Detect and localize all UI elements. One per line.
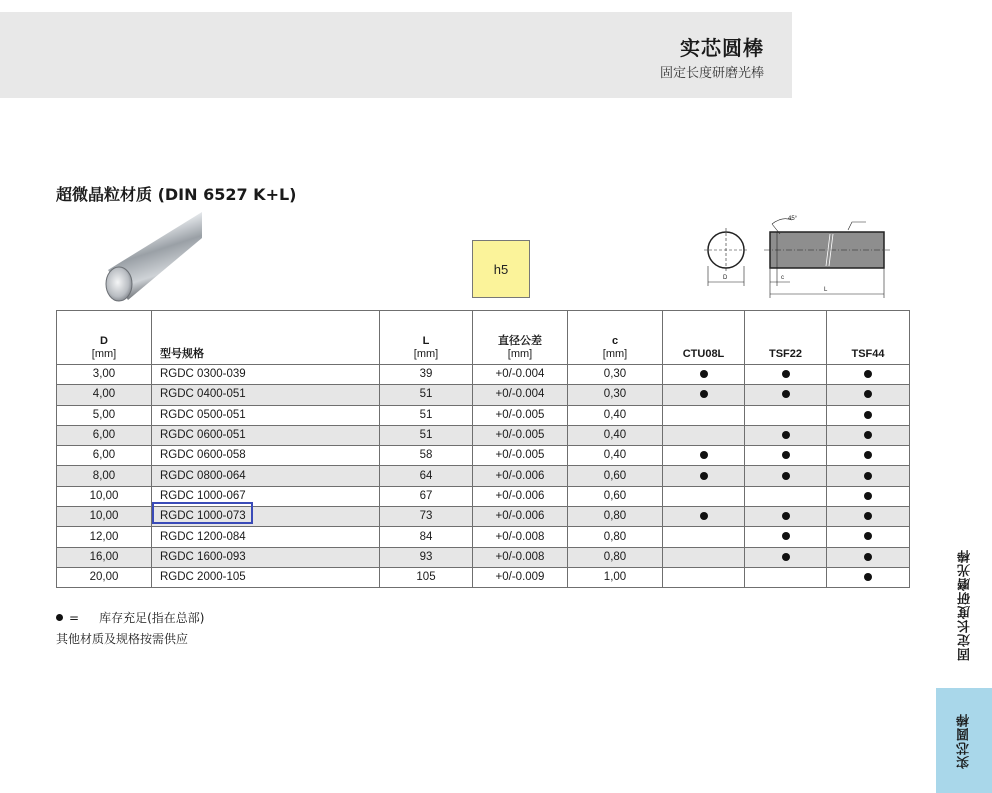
col-header-l: L [mm] <box>380 311 473 365</box>
stock-dot-icon <box>864 492 872 500</box>
col-header-model: 型号规格 <box>152 311 380 365</box>
cell-d: 6,00 <box>57 425 152 445</box>
stock-dot-icon <box>864 451 872 459</box>
cell-d: 5,00 <box>57 405 152 425</box>
header-band <box>0 12 792 98</box>
col-header-tsf22: TSF22 <box>745 311 827 365</box>
cell-model: RGDC 1000-067 <box>152 486 380 506</box>
cell-model: RGDC 2000-105 <box>152 567 380 587</box>
cell-model: RGDC 1000-073 <box>152 507 380 527</box>
technical-drawing <box>700 210 892 300</box>
cell-ctu08l <box>663 507 745 527</box>
col-header-ctu08l: CTU08L <box>663 311 745 365</box>
cell-l: 51 <box>380 405 473 425</box>
cell-tsf44 <box>827 446 910 466</box>
cell-c: 0,40 <box>568 405 663 425</box>
cell-d: 6,00 <box>57 446 152 466</box>
cell-tsf44 <box>827 466 910 486</box>
table-row <box>57 425 910 445</box>
side-tab-ground-rods-label: 固定长度研磨光棒 <box>957 549 973 661</box>
cell-l: 93 <box>380 547 473 567</box>
cell-model: RGDC 0800-064 <box>152 466 380 486</box>
cell-tolerance: +0/-0.005 <box>473 425 568 445</box>
cell-tolerance: +0/-0.006 <box>473 466 568 486</box>
stock-dot-icon <box>700 472 708 480</box>
table-row <box>57 527 910 547</box>
cell-tsf44 <box>827 547 910 567</box>
cell-l: 51 <box>380 385 473 405</box>
cell-ctu08l <box>663 547 745 567</box>
cell-tsf44 <box>827 425 910 445</box>
drawing-c-label: c <box>781 275 784 281</box>
table-row <box>57 466 910 486</box>
stock-dot-icon <box>864 370 872 378</box>
stock-dot-icon <box>864 411 872 419</box>
col-header-d: D [mm] <box>57 311 152 365</box>
cell-c: 0,60 <box>568 466 663 486</box>
cell-ctu08l <box>663 567 745 587</box>
cell-c: 0,80 <box>568 547 663 567</box>
cell-model: RGDC 1600-093 <box>152 547 380 567</box>
cell-model: RGDC 0600-058 <box>152 446 380 466</box>
cell-l: 84 <box>380 527 473 547</box>
cell-tolerance: +0/-0.006 <box>473 486 568 506</box>
cell-tsf44 <box>827 365 910 385</box>
cell-tsf44 <box>827 405 910 425</box>
cell-c: 0,40 <box>568 446 663 466</box>
cell-d: 10,00 <box>57 486 152 506</box>
cell-d: 12,00 <box>57 527 152 547</box>
cell-tsf44 <box>827 385 910 405</box>
table-header-row <box>57 311 910 365</box>
cell-tsf22 <box>745 405 827 425</box>
table-row <box>57 547 910 567</box>
col-header-tsf44: TSF44 <box>827 311 910 365</box>
stock-dot-icon <box>864 390 872 398</box>
cell-c: 0,30 <box>568 365 663 385</box>
stock-dot-icon <box>782 553 790 561</box>
stock-dot-icon <box>782 431 790 439</box>
cell-tsf44 <box>827 507 910 527</box>
availability-note: 其他材质及规格按需供应 <box>56 632 189 646</box>
cell-tsf22 <box>745 385 827 405</box>
cell-tsf22 <box>745 567 827 587</box>
page-subtitle: 固定长度研磨光棒 <box>659 66 764 81</box>
rod-product-image <box>100 208 210 304</box>
selected-model-highlight <box>152 502 253 524</box>
cell-model: RGDC 0400-051 <box>152 385 380 405</box>
cell-l: 105 <box>380 567 473 587</box>
stock-dot-icon <box>864 472 872 480</box>
cell-l: 64 <box>380 466 473 486</box>
stock-dot-icon <box>864 553 872 561</box>
cell-c: 0,60 <box>568 486 663 506</box>
drawing-l-label: L <box>824 287 828 293</box>
cell-tolerance: +0/-0.009 <box>473 567 568 587</box>
tolerance-label: h5 <box>493 261 509 277</box>
cell-ctu08l <box>663 446 745 466</box>
cell-tsf44 <box>827 486 910 506</box>
cell-model: RGDC 1200-084 <box>152 527 380 547</box>
cell-ctu08l <box>663 405 745 425</box>
stock-dot-icon <box>782 451 790 459</box>
table-row <box>57 405 910 425</box>
drawing-d-label: D <box>723 275 728 281</box>
cell-d: 20,00 <box>57 567 152 587</box>
legend-text: 库存充足(指在总部) <box>99 611 205 625</box>
cell-c: 0,30 <box>568 385 663 405</box>
side-tab-solid-rods-label: 实芯圆棒 <box>956 712 972 769</box>
cell-l: 67 <box>380 486 473 506</box>
cell-tsf22 <box>745 486 827 506</box>
table-row <box>57 446 910 466</box>
cell-d: 3,00 <box>57 365 152 385</box>
cell-d: 4,00 <box>57 385 152 405</box>
cell-tsf22 <box>745 466 827 486</box>
side-tab-solid-rods[interactable] <box>936 688 992 793</box>
cell-c: 1,00 <box>568 567 663 587</box>
cell-l: 58 <box>380 446 473 466</box>
section-title: 超微晶粒材质 (DIN 6527 K+L) <box>56 185 297 204</box>
cell-tolerance: +0/-0.008 <box>473 547 568 567</box>
tolerance-badge <box>472 240 530 298</box>
table-row <box>57 567 910 587</box>
stock-dot-icon <box>864 573 872 581</box>
stock-dot-icon <box>700 451 708 459</box>
cell-tolerance: +0/-0.005 <box>473 446 568 466</box>
stock-dot-icon <box>56 614 63 621</box>
cell-l: 39 <box>380 365 473 385</box>
spec-table <box>56 310 910 588</box>
stock-dot-icon <box>782 370 790 378</box>
cell-tolerance: +0/-0.005 <box>473 405 568 425</box>
cell-ctu08l <box>663 527 745 547</box>
cell-tolerance: +0/-0.006 <box>473 507 568 527</box>
cell-tsf44 <box>827 567 910 587</box>
stock-dot-icon <box>782 472 790 480</box>
col-header-c: c [mm] <box>568 311 663 365</box>
cell-tsf22 <box>745 425 827 445</box>
table-row <box>57 365 910 385</box>
cell-l: 73 <box>380 507 473 527</box>
stock-dot-icon <box>700 370 708 378</box>
stock-dot-icon <box>864 431 872 439</box>
stock-dot-icon <box>700 512 708 520</box>
cell-ctu08l <box>663 486 745 506</box>
cell-tsf22 <box>745 547 827 567</box>
legend-symbol: = <box>69 610 80 625</box>
cell-tolerance: +0/-0.008 <box>473 527 568 547</box>
cell-tolerance: +0/-0.004 <box>473 385 568 405</box>
cell-c: 0,40 <box>568 425 663 445</box>
cell-tsf22 <box>745 446 827 466</box>
cell-c: 0,80 <box>568 507 663 527</box>
page-title: 实芯圆棒 <box>680 36 764 60</box>
stock-dot-icon <box>782 390 790 398</box>
cell-model: RGDC 0600-051 <box>152 425 380 445</box>
cell-ctu08l <box>663 385 745 405</box>
cell-model: RGDC 0500-051 <box>152 405 380 425</box>
side-tab-ground-rods[interactable] <box>938 530 992 680</box>
cell-tolerance: +0/-0.004 <box>473 365 568 385</box>
table-row <box>57 385 910 405</box>
cell-d: 8,00 <box>57 466 152 486</box>
drawing-angle-label: 45° <box>788 216 798 222</box>
cell-tsf22 <box>745 365 827 385</box>
legend <box>56 609 204 626</box>
stock-dot-icon <box>864 512 872 520</box>
stock-dot-icon <box>864 532 872 540</box>
cell-ctu08l <box>663 466 745 486</box>
cell-ctu08l <box>663 425 745 445</box>
stock-dot-icon <box>782 532 790 540</box>
col-header-tolerance: 直径公差 [mm] <box>473 311 568 365</box>
cell-d: 10,00 <box>57 507 152 527</box>
stock-dot-icon <box>700 390 708 398</box>
cell-ctu08l <box>663 365 745 385</box>
cell-l: 51 <box>380 425 473 445</box>
cell-tsf22 <box>745 507 827 527</box>
stock-dot-icon <box>782 512 790 520</box>
cell-model: RGDC 0300-039 <box>152 365 380 385</box>
cell-tsf22 <box>745 527 827 547</box>
cell-tsf44 <box>827 527 910 547</box>
cell-c: 0,80 <box>568 527 663 547</box>
cell-d: 16,00 <box>57 547 152 567</box>
